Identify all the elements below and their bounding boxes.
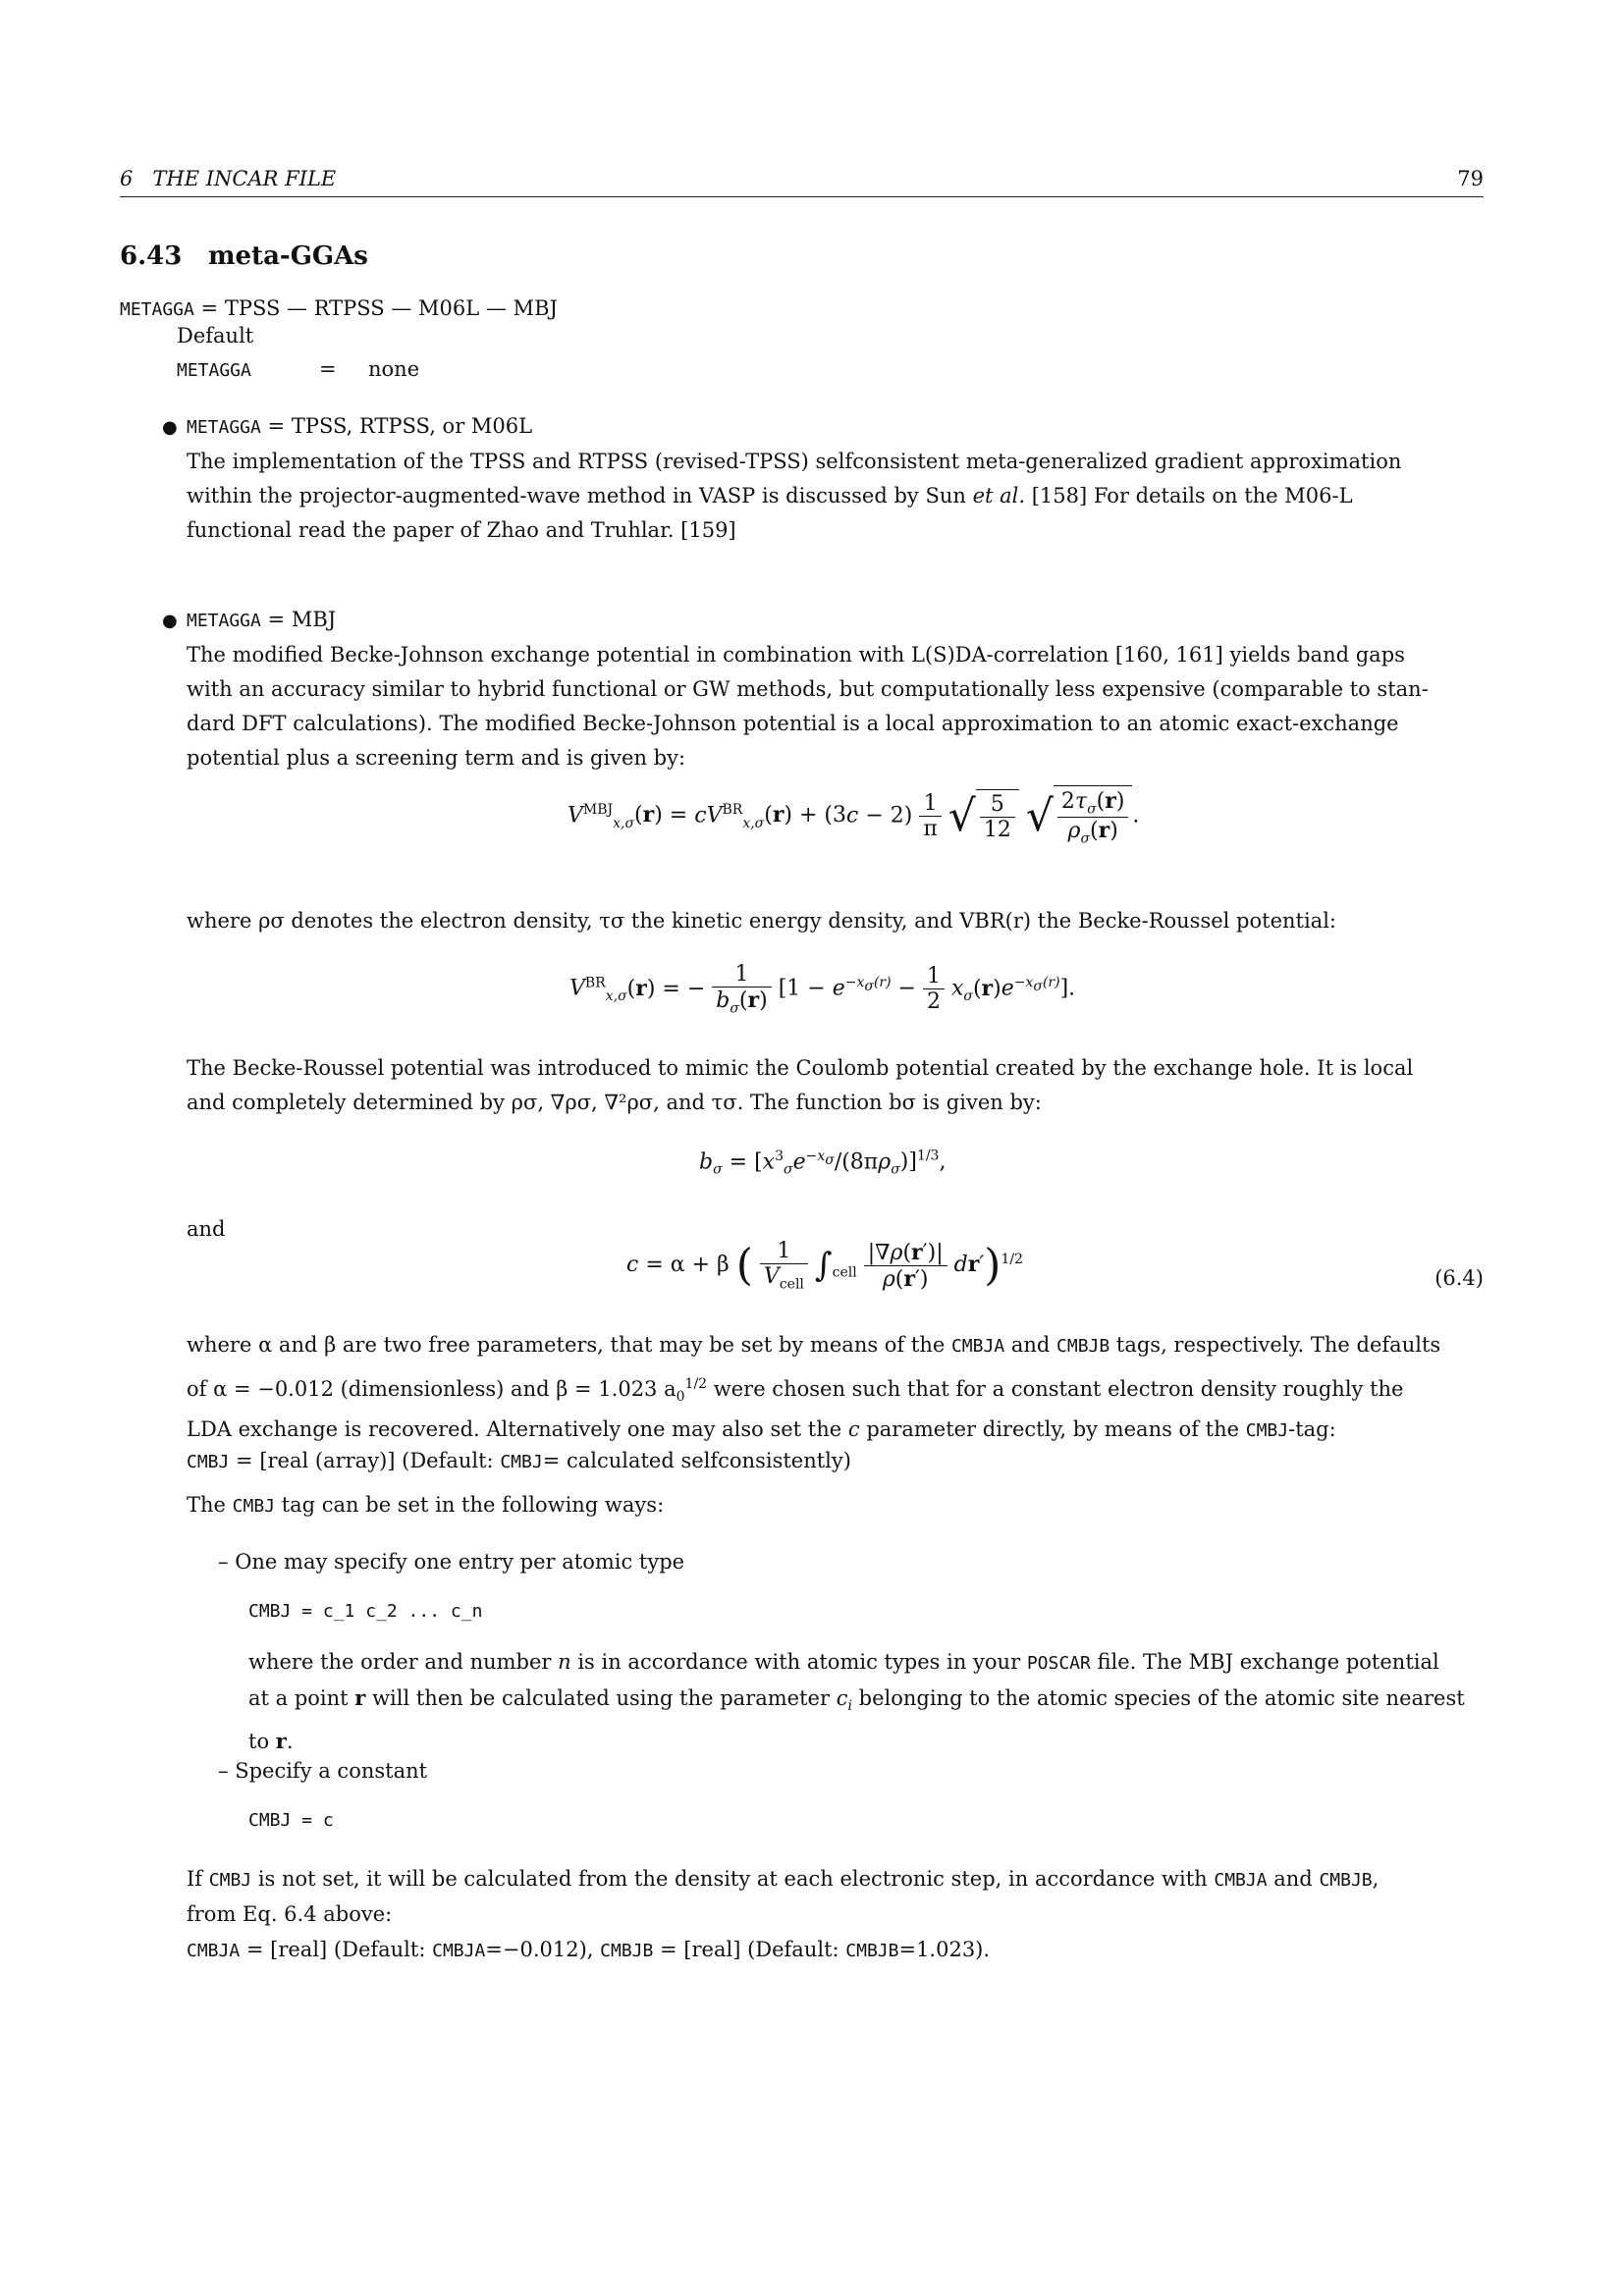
- bullet2-heading: METAGGA = MBJ: [187, 608, 337, 631]
- section-name: meta-GGAs: [208, 241, 368, 271]
- cmbj-notset-paragraph: If CMBJ is not set, it will be calculated from the density at each electronic step, in accordance with CMBJA and CMBJB, from Eq. 6.4 above:: [187, 1867, 1380, 1926]
- bullet2-paragraph: The modified Becke-Johnson exchange potential in combination with L(S)DA-correlation [160, 161] yields band gaps with an accuracy similar to hybrid functional or GW methods, but computationally less expensive (comparable to stan- dard DFT calculations). The modified Becke-Johnson potential is a local approximation to an atomic exact-exchange potential plus a screening term and is given by:: [187, 643, 1429, 770]
- option1-paragraph: where the order and number n is in accordance with atomic types in your POSCAR file. The MBJ exchange potential at a point r will then be calculated using the parameter $c_i$ belonging to the atomic species of the atomic site nearest to r.: [248, 1650, 1465, 1754]
- equation-b-sigma: $b_\sigma = [x^3_\sigma e^{-x_\sigma}/(8\pi\rho_\sigma)]^{1/3}$,: [699, 1148, 947, 1178]
- metagga-tag-line: METAGGA = TPSS — RTPSS — M06L — MBJ: [120, 296, 558, 320]
- bullet1-paragraph: The implementation of the TPSS and RTPSS (revised-TPSS) selfconsistent meta-generalized gradient approximation within the projector-augmented-wave method in VASP is discussed by Sun et al. [158] For details on the M06-L functional read the paper of Zhao and Truhlar. [159]: [187, 450, 1402, 542]
- bullet1-heading: METAGGA = TPSS, RTPSS, or M06L: [187, 414, 533, 438]
- equation-br: $V^{BR}_{x,\sigma}(r)$ = − $\frac{1}{b_\sigma(r)}$ [$1 - e^{-x_\sigma(r)}$ − $\frac{1}{2}$ $x_\sigma(r)e^{-x_\sigma(r)}$].: [569, 962, 1076, 1017]
- page-number: 79: [1457, 167, 1484, 190]
- cmbj-tag-line: CMBJ = [real (array)] (Default: CMBJ= calculated selfconsistently): [187, 1449, 851, 1472]
- cmbja-cmbjb-line: CMBJA = [real] (Default: CMBJA=−0.012), CMBJB = [real] (Default: CMBJB=1.023).: [187, 1938, 991, 1961]
- header-rule: [120, 196, 1484, 197]
- running-header: 6 THE INCAR FILE: [120, 167, 337, 190]
- option1-code: CMBJ = c_1 c_2 ... c_n: [248, 1601, 483, 1622]
- bullet-dot-1: ●: [162, 417, 178, 438]
- equation-c: c = α + β ( $\frac{1}{V_{cell}}$ $\int_{cell}$ $\frac{|\nabla\rho(r')|}{\rho(r')}$ dr′)$^{1/2}$: [626, 1239, 1023, 1293]
- equation-number: (6.4): [1434, 1266, 1484, 1290]
- default-value-line: METAGGA = none: [177, 357, 420, 381]
- parameters-paragraph: where α and β are two free parameters, that may be set by means of the CMBJA and CMBJB tags, respectively. The defaults of α = −0.012 (dimensionless) and β = 1.023 $a_0^{1/2}$ were chosen such that for a constant electron density roughly the LDA exchange is recovered. Alternatively one may also set the c parameter directly, by means of the CMBJ-tag:: [187, 1333, 1441, 1442]
- and-label: and: [187, 1217, 226, 1241]
- option2-heading: – Specify a constant: [218, 1759, 428, 1783]
- section-number: 6.43: [120, 241, 183, 271]
- equation-mbj: $V^{MBJ}_{x,\sigma}(r) = cV^{BR}_{x,\sigma}(r) + (3c - 2)$ $\frac{1}{\pi}$ √ $\frac{5}{12}$ √ $\frac{2\tau_\sigma(r)}{\rho_\sigma(r)}$ .: [568, 785, 1139, 847]
- cmbj-ways-line: The CMBJ tag can be set in the following ways:: [187, 1493, 665, 1517]
- where-density-text: where ρσ denotes the electron density, τσ the kinetic energy density, and VBR(r) the Becke-Roussel potential:: [187, 909, 1336, 933]
- option1-heading: – One may specify one entry per atomic type: [218, 1550, 685, 1574]
- option2-code: CMBJ = c: [248, 1810, 334, 1831]
- default-label: Default: [177, 324, 254, 347]
- section-title: [120, 241, 368, 271]
- becke-roussel-text: The Becke-Roussel potential was introduced to mimic the Coulomb potential created by the exchange hole. It is local and completely determined by ρσ, ∇ρσ, ∇²ρσ, and τσ. The function bσ is given by:: [187, 1056, 1414, 1114]
- bullet-dot-2: ●: [162, 611, 178, 631]
